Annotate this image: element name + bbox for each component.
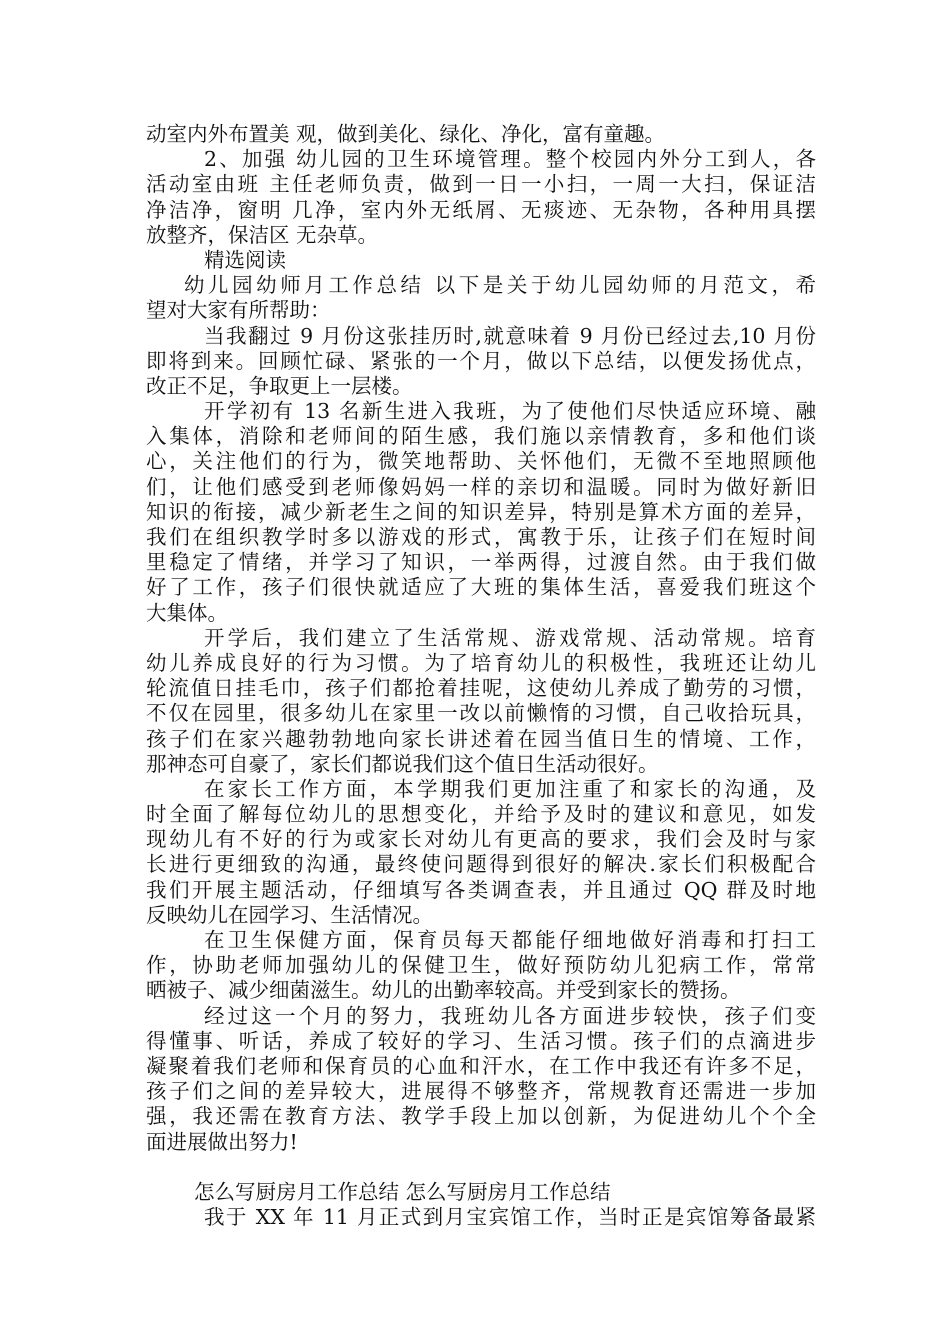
text-line: 现幼儿有不好的行为或家长对幼儿有更高的要求，我们会及时与家 xyxy=(146,827,816,852)
text-line: 幼儿养成良好的行为习惯。为了培育幼儿的积极性，我班还让幼儿 xyxy=(146,650,816,675)
text-line: 我们开展主题活动，仔细填写各类调查表，并且通过 QQ 群及时地 xyxy=(146,877,816,902)
text-line: 好了工作，孩子们很快就适应了大班的集体生活，喜爱我们班这个 xyxy=(146,575,816,600)
text-line: 在家长工作方面，本学期我们更加注重了和家长的沟通，及 xyxy=(204,776,816,801)
text-line: 强，我还需在教育方法、教学手段上加以创新，为促进幼儿个个全 xyxy=(146,1104,816,1129)
text-line: 作，协助老师加强幼儿的保健卫生，做好预防幼儿犯病工作，常常 xyxy=(146,953,816,978)
text-line: 净洁净，窗明 几净，室内外无纸屑、无痰迹、无杂物，各种用具摆 xyxy=(146,197,816,222)
text-line: 凝聚着我们老师和保育员的心血和汗水，在工作中我还有许多不足， xyxy=(146,1053,816,1078)
text-line: 经过这一个月的努力，我班幼儿各方面进步较快，孩子们变 xyxy=(204,1003,816,1028)
text-line: 里稳定了情绪，并学习了知识，一举两得，过渡自然。由于我们做 xyxy=(146,550,816,575)
text-line: 入集体，消除和老师间的陌生感，我们施以亲情教育，多和他们谈 xyxy=(146,424,816,449)
blank-line xyxy=(146,1155,816,1180)
text-line: 我们在组织教学时多以游戏的形式，寓教于乐，让孩子们在短时间 xyxy=(146,525,816,550)
text-line: 开学初有 13 名新生进入我班，为了使他们尽快适应环境、融 xyxy=(204,399,816,424)
text-line: 即将到来。回顾忙碌、紧张的一个月，做以下总结，以便发扬优点， xyxy=(146,348,816,373)
text-line: 长进行更细致的沟通，最终使问题得到很好的解决.家长们积极配合 xyxy=(146,852,816,877)
text-line: 改正不足，争取更上一层楼。 xyxy=(146,373,413,398)
text-line: 动室内外布置美 观，做到美化、绿化、净化，富有童趣。 xyxy=(146,122,666,146)
article-intro-paragraph xyxy=(146,273,816,323)
text-line: 不仅在园里，很多幼儿在家里一改以前懒惰的习惯，自己收拾玩具， xyxy=(146,701,816,726)
text-line: 轮流值日挂毛巾，孩子们都抢着挂呢，这使幼儿养成了勤劳的习惯， xyxy=(146,676,816,701)
featured-reading-heading: 精选阅读 xyxy=(204,247,286,272)
text-line: 时全面了解每位幼儿的思想变化，并给予及时的建议和意见，如发 xyxy=(146,802,816,827)
text-line: 得懂事、听话，养成了较好的学习、生活习惯。孩子们的点滴进步 xyxy=(146,1028,816,1053)
item-2-paragraph xyxy=(146,147,816,248)
text-line: 望对大家有所帮助： xyxy=(146,298,331,323)
text-line: 们，让他们感受到老师像妈妈一样的亲切和温暖。同时为做好新旧 xyxy=(146,474,816,499)
text-line: 面进展做出努力! xyxy=(146,1129,298,1154)
text-line: 大集体。 xyxy=(146,600,228,625)
text-line: 放整齐，保洁区 无杂草。 xyxy=(146,222,379,247)
text-line: 我于 XX 年 11 月正式到月宝宾馆工作，当时正是宾馆筹备最紧 xyxy=(204,1204,816,1229)
paragraph-conclusion xyxy=(146,1004,816,1155)
text-line: 那神态可自豪了，家长们都说我们这个值日生活动很好。 xyxy=(146,751,659,776)
paragraph-kitchen-start xyxy=(146,1205,816,1230)
paragraph-health-care xyxy=(146,928,816,1004)
text-line: 知识的衔接，减少新老生之间的知识差异，特别是算术方面的差异， xyxy=(146,499,816,524)
kitchen-summary-heading: 怎么写厨房月工作总结 怎么写厨房月工作总结 xyxy=(194,1179,611,1204)
text-line: 反映幼儿在园学习、生活情况。 xyxy=(146,902,433,927)
text-line: 在卫生保健方面，保育员每天都能仔细地做好消毒和打扫工 xyxy=(204,928,816,953)
text-line: 孩子们之间的差异较大，进展得不够整齐，常规教育还需进一步加 xyxy=(146,1079,816,1104)
intro-continuation-paragraph xyxy=(146,122,816,147)
text-line: 当我翻过 9 月份这张挂历时,就意味着 9 月份已经过去,10 月份 xyxy=(204,323,816,348)
paragraph-new-students xyxy=(146,399,816,626)
document-body xyxy=(146,122,816,1230)
text-line: 2、加强 幼儿园的卫生环境管理。整个校园内外分工到人，各 xyxy=(204,147,816,172)
text-line: 活动室由班 主任老师负责，做到一日一小扫，一周一大扫，保证洁 xyxy=(146,172,816,197)
paragraph-routines xyxy=(146,626,816,777)
text-line: 孩子们在家兴趣勃勃地向家长讲述着在园当值日生的情境、工作， xyxy=(146,726,816,751)
paragraph-parent-work xyxy=(146,777,816,928)
text-line: 晒被子、减少细菌滋生。幼儿的出勤率较高。并受到家长的赞扬。 xyxy=(146,978,741,1003)
paragraph-september-review xyxy=(146,324,816,400)
text-line: 开学后，我们建立了生活常规、游戏常规、活动常规。培育 xyxy=(204,625,816,650)
text-line: 幼儿园幼师月工作总结 以下是关于幼儿园幼师的月范文，希 xyxy=(184,273,816,298)
text-line: 心，关注他们的行为，微笑地帮助、关怀他们，无微不至地照顾他 xyxy=(146,449,816,474)
